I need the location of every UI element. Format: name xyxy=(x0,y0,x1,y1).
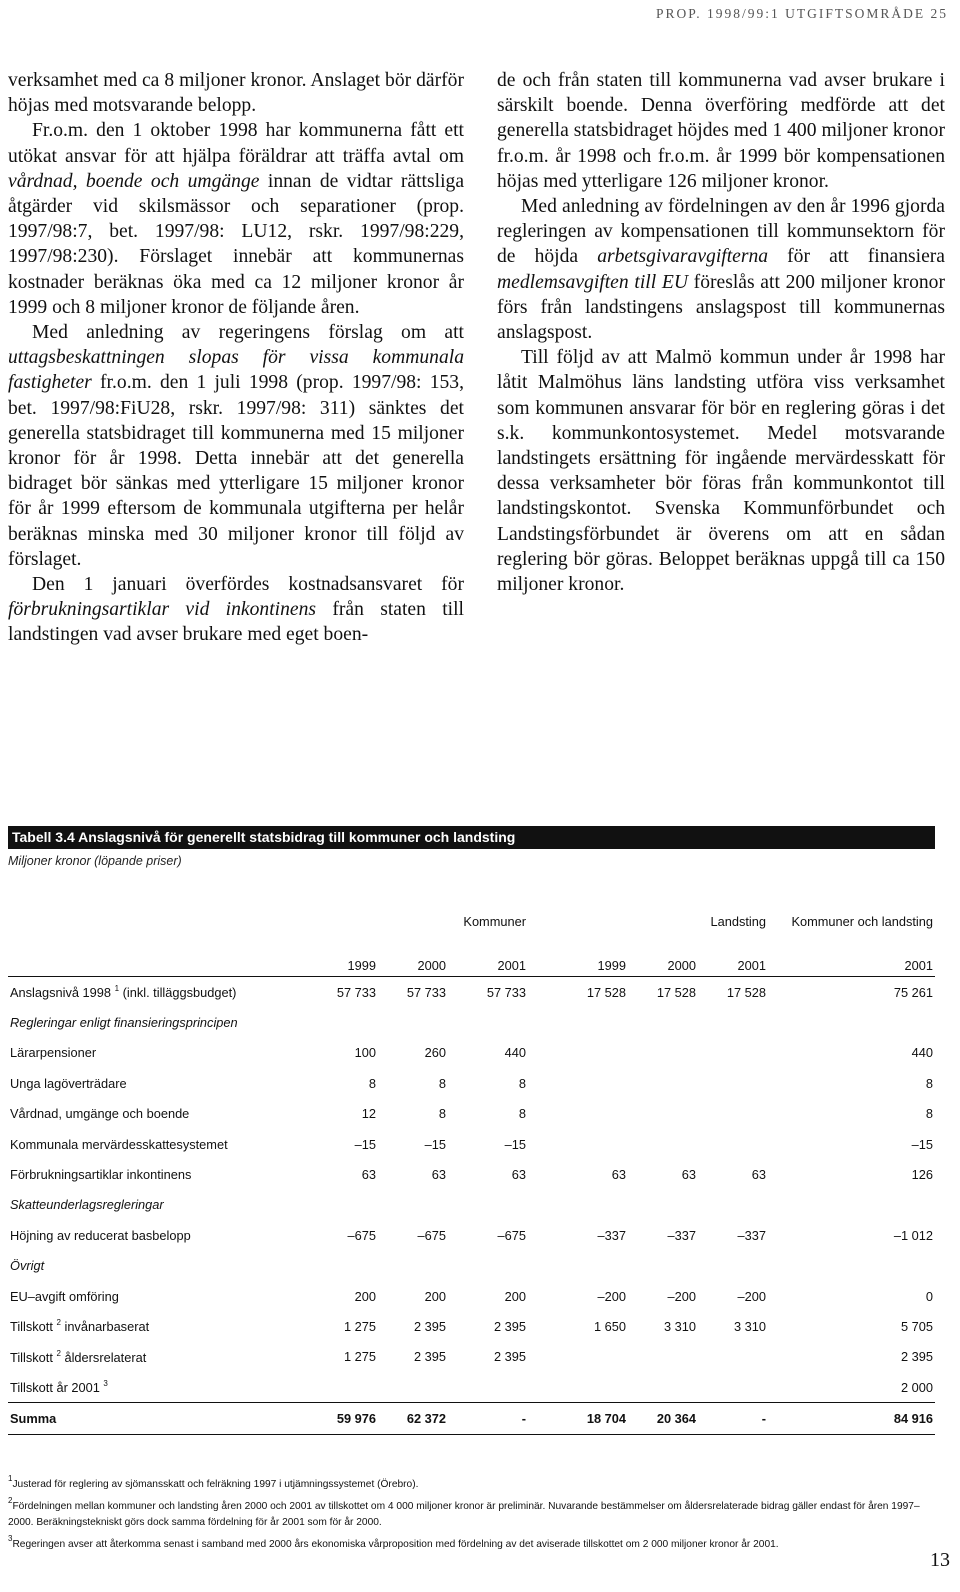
footnote-marker: 2 xyxy=(56,1318,61,1328)
table-cell: 260 xyxy=(424,1045,446,1061)
row-label: Vårdnad, umgänge och boende xyxy=(10,1106,190,1122)
table-cell xyxy=(528,1372,628,1403)
table-cell: 1 275 xyxy=(343,1318,376,1334)
table-cell xyxy=(628,1038,698,1068)
table-cell: 75 261 xyxy=(768,977,935,1008)
table-cell: –337 xyxy=(737,1227,766,1243)
table-cell xyxy=(528,1342,628,1372)
table-cell: 8 xyxy=(438,1106,446,1122)
table-row xyxy=(8,1372,935,1403)
column-header: 1999 xyxy=(528,954,628,977)
table-cell: 2 395 xyxy=(900,1349,933,1365)
column-header: 2001 xyxy=(448,954,528,977)
table-cell: 57 733 xyxy=(448,977,528,1008)
table-cell: 100 xyxy=(354,1045,376,1061)
row-label: Lärarpensioner xyxy=(10,1045,97,1061)
table-cell: 1 650 xyxy=(593,1318,626,1334)
paragraph: Den 1 januari överfördes kostnadsansvaret för förbrukningsartiklar vid inkontinens från staten till landstingen vad avser brukare med eget boen- xyxy=(8,574,465,646)
table-cell: 1 275 xyxy=(343,1349,376,1365)
table-cell xyxy=(628,1099,698,1129)
table-cell xyxy=(628,1129,698,1159)
table-cell: - xyxy=(448,1403,528,1434)
table-row xyxy=(8,1129,935,1159)
table-cell: 8 xyxy=(518,1106,526,1122)
paragraph: verksamhet med ca 8 miljoner kronor. Anslaget bör därför höjas med motsvarande belopp. xyxy=(8,70,464,117)
table-cell xyxy=(628,1007,698,1037)
paragraph: Till följd av att Malmö kommun under år 1998 har låtit Malmöhus läns landsting utföra viss verksamhet som kommunen ansvarar för bör en reglering göras i det s.k. kommunkontosystemet. Medel motsvarande landstingets ersättning för ingående mervärdesskatt för dessa verksamheter bör föras från kommunkontot till landstingskontot. Svenska Kommunförbundet och Landstingsförbundet är överens om att en sådan reglering bör göras. Beloppet beräknas uppgå till ca 150 miljoner kronor. xyxy=(497,347,945,596)
table-cell xyxy=(768,1251,935,1281)
table-cell xyxy=(698,1068,768,1098)
table-cell: –200 xyxy=(737,1288,766,1304)
table-cell: 8 xyxy=(925,1075,933,1091)
table-row xyxy=(8,1038,935,1068)
table-row xyxy=(8,1342,935,1372)
table-cell xyxy=(378,1372,448,1403)
group-row xyxy=(8,1190,935,1220)
row-label: Tillskott $^2$ invånarbaserat xyxy=(10,1318,150,1335)
table-cell: 63 xyxy=(361,1167,376,1183)
table-subtitle: Miljoner kronor (löpande priser) xyxy=(8,854,182,868)
table-cell: 2 395 xyxy=(493,1349,526,1365)
paragraph: Fr.o.m. den 1 oktober 1998 har kommunerna fått ett utökat ansvar för att hjälpa föräldrar att träffa avtal om vårdnad, boende och umgänge innan de vidtar rättsliga åtgärder vid skilsmässor och separationer (prop. 1997/98:7, bet. 1997/98: LU12, rskr. 1997/98:229, 1997/98:230). Förslaget innebär att kommunernas kostnader beräknas öka med ca 12 miljoner kronor år 1999 och 8 miljoner kronor de följande åren. xyxy=(8,120,465,318)
footnote-marker: 1 xyxy=(114,984,120,994)
table-cell: 440 xyxy=(504,1045,526,1061)
table-cell: 3 310 xyxy=(663,1318,696,1334)
table-cell xyxy=(528,1129,628,1159)
table-cell: 17 528 xyxy=(628,977,698,1008)
table-cell: 200 xyxy=(424,1288,446,1304)
row-label: Kommunala mervärdesskattesystemet xyxy=(10,1136,228,1152)
column-header: 2000 xyxy=(628,954,698,977)
footnote-marker: 3 xyxy=(103,1379,108,1389)
row-label: Anslagsnivå 1998 $^1$ (inkl. tilläggsbudget) xyxy=(8,977,298,1008)
page-number: 13 xyxy=(930,1549,950,1571)
footnote: $^2$Fördelningen mellan kommuner och landsting åren 2000 och 2001 av tillskottet om 4 000 miljoner kronor är preliminär. Nuvarande bestämmelser om åldersrelaterade bidrag gäller endast för åren 1997–2000. Beräkningstekniskt görs dock samma fördelning för år 2001 som för år 2000. xyxy=(8,1496,920,1528)
paragraph: Med anledning av fördelningen av den år 1996 gjorda regleringen av kompensationen till kommunsektorn för de höjda arbetsgivaravgifterna för att finansiera medlemsavgiften till EU föreslås att 200 miljoner kronor förs från landstingens anslagspost till kommunernas anslagspost. xyxy=(497,196,945,344)
table-cell xyxy=(528,1190,628,1220)
table-cell xyxy=(628,1372,698,1403)
column-group-kommuner: Kommuner xyxy=(463,914,526,929)
table-cell: 57 733 xyxy=(298,977,378,1008)
table-cell: 5 705 xyxy=(900,1318,933,1334)
table-cell xyxy=(298,1372,378,1403)
table-cell xyxy=(698,1099,768,1129)
sum-row xyxy=(8,1403,935,1434)
table-cell xyxy=(698,1251,768,1281)
table-cell xyxy=(628,1251,698,1281)
footnote: $^1$Justerad för reglering av sjömansskatt och felräkning 1997 i utjämningssystemet (Örebro). xyxy=(8,1474,419,1490)
data-table xyxy=(8,914,935,1435)
table-cell xyxy=(448,1190,528,1220)
table-cell: 0 xyxy=(925,1288,933,1304)
table-cell xyxy=(698,1007,768,1037)
table-cell xyxy=(628,1342,698,1372)
table-cell: 57 733 xyxy=(378,977,448,1008)
column-header: 2001 xyxy=(698,954,768,977)
running-header: PROP. 1998/99:1 UTGIFTSOMRÅDE 25 xyxy=(655,6,948,21)
group-row xyxy=(8,1007,935,1037)
column-header: 2000 xyxy=(378,954,448,977)
table-cell: 8 xyxy=(368,1075,376,1091)
table-cell: 63 xyxy=(431,1167,446,1183)
right-column xyxy=(497,68,945,597)
column-header: 1999 xyxy=(298,954,378,977)
table-cell xyxy=(698,1190,768,1220)
row-label: Tillskott år 2001 $^3$ xyxy=(10,1379,108,1396)
footnotes xyxy=(8,1471,938,1553)
table-cell xyxy=(698,1038,768,1068)
table-cell: 20 364 xyxy=(628,1403,698,1434)
table-cell: 2 395 xyxy=(493,1318,526,1334)
table-cell: 440 xyxy=(911,1045,933,1061)
table-title: Tabell 3.4 Anslagsnivå för generellt statsbidrag till kommuner och landsting xyxy=(8,826,935,849)
table-cell: –675 xyxy=(497,1227,526,1243)
row-label: Förbrukningsartiklar inkontinens xyxy=(10,1167,192,1183)
table-cell xyxy=(628,1068,698,1098)
table-cell: –675 xyxy=(347,1227,376,1243)
row-label: Summa xyxy=(8,1403,298,1434)
table-cell: 63 xyxy=(611,1167,626,1183)
table-cell xyxy=(528,1251,628,1281)
table-cell: - xyxy=(698,1403,768,1434)
table-cell: 2 395 xyxy=(413,1349,446,1365)
table-body xyxy=(8,977,935,1435)
table-cell: 2 395 xyxy=(413,1318,446,1334)
table-cell: 59 976 xyxy=(298,1403,378,1434)
table-cell: –15 xyxy=(354,1136,376,1152)
table-cell xyxy=(628,1190,698,1220)
row-label: Tillskott $^2$ åldersrelaterat xyxy=(10,1348,147,1365)
table-row xyxy=(8,1220,935,1250)
row-label: Skatteunderlagsregleringar xyxy=(10,1197,164,1213)
table-row xyxy=(8,1159,935,1189)
table-cell: 200 xyxy=(354,1288,376,1304)
table-cell xyxy=(768,1007,935,1037)
table-cell xyxy=(698,1342,768,1372)
table-cell: –200 xyxy=(667,1288,696,1304)
table-row xyxy=(8,1281,935,1311)
table-cell xyxy=(378,1190,448,1220)
table-cell: 17 528 xyxy=(528,977,628,1008)
table-cell xyxy=(298,1007,378,1037)
table-cell: 2 000 xyxy=(900,1379,933,1395)
column-group-total: Kommuner och landsting xyxy=(791,914,933,929)
table-cell: –15 xyxy=(424,1136,446,1152)
table-cell xyxy=(378,1007,448,1037)
table-cell: –15 xyxy=(911,1136,933,1152)
column-header: 2001 xyxy=(768,954,935,977)
table-cell: 126 xyxy=(911,1167,933,1183)
table-cell: 3 310 xyxy=(733,1318,766,1334)
table-row xyxy=(8,1068,935,1098)
row-label: Unga lagöverträdare xyxy=(10,1075,127,1091)
table-cell xyxy=(448,1251,528,1281)
table-cell: 63 xyxy=(751,1167,766,1183)
table-cell: 8 xyxy=(925,1106,933,1122)
table-cell xyxy=(528,1038,628,1068)
group-row xyxy=(8,1251,935,1281)
table-cell xyxy=(528,1068,628,1098)
row-label: Regleringar enligt finansieringsprincipen xyxy=(10,1015,238,1031)
table-cell: 84 916 xyxy=(768,1403,935,1434)
year-header-row xyxy=(8,954,935,977)
table-row xyxy=(8,1311,935,1341)
table-cell xyxy=(298,1251,378,1281)
left-column xyxy=(8,68,464,648)
column-group-landsting: Landsting xyxy=(710,914,766,929)
table-cell xyxy=(378,1251,448,1281)
table-cell: –15 xyxy=(504,1136,526,1152)
row-label: Övrigt xyxy=(10,1258,45,1274)
table-cell: –337 xyxy=(597,1227,626,1243)
paragraph: Med anledning av regeringens förslag om att uttagsbeskattningen slopas för vissa kommunala fastigheter fr.o.m. den 1 juli 1998 (prop. 1997/98: 153, bet. 1997/98:FiU28, rskr. 1997/98: 311) sänktes det generella statsbidraget till kommunerna med 15 miljoner kronor för år 1998. Detta innebär att det generella bidraget bör sänkas med ytterligare 15 miljoner kronor för år 1999 eftersom de kommunala utgifterna per helår beräknas minska med 30 miljoner kronor till följd av förslaget. xyxy=(8,322,464,570)
table-cell xyxy=(448,1372,528,1403)
table-cell: 8 xyxy=(438,1075,446,1091)
table-cell: 8 xyxy=(518,1075,526,1091)
table-cell: –337 xyxy=(667,1227,696,1243)
paragraph: de och från staten till kommunerna vad avser brukare i särskilt boende. Denna överföring medförde att det generella statsbidraget höjdes med 1 400 miljoner kronor fr.o.m. år 1998 och fr.o.m. år 1999 bör kompensationen höjas med ytterligare 126 miljoner kronor. xyxy=(497,70,945,192)
table-cell xyxy=(528,1007,628,1037)
table-section xyxy=(8,826,935,1427)
table-cell: 62 372 xyxy=(378,1403,448,1434)
table-cell xyxy=(448,1007,528,1037)
table-cell xyxy=(528,1099,628,1129)
table-cell: –200 xyxy=(597,1288,626,1304)
table-row xyxy=(8,1099,935,1129)
table-cell: 200 xyxy=(504,1288,526,1304)
table-cell: 63 xyxy=(681,1167,696,1183)
table-cell: 12 xyxy=(361,1106,376,1122)
table-cell: 63 xyxy=(511,1167,526,1183)
table-cell: 18 704 xyxy=(528,1403,628,1434)
table-cell: –675 xyxy=(417,1227,446,1243)
table-cell xyxy=(768,1190,935,1220)
table-cell xyxy=(698,1372,768,1403)
table-cell xyxy=(298,1190,378,1220)
table-cell: –1 012 xyxy=(893,1227,933,1243)
row-label: EU–avgift omföring xyxy=(10,1288,119,1304)
table-cell xyxy=(698,1129,768,1159)
table-row xyxy=(8,977,935,1008)
row-label: Höjning av reducerat basbelopp xyxy=(10,1227,191,1243)
table-cell: 17 528 xyxy=(698,977,768,1008)
footnote-marker: 2 xyxy=(56,1348,61,1358)
footnote: $^3$Regeringen avser att återkomma senast i samband med 2000 års ekonomiska vårproposition med fördelning av det aviserade tillskottet om 2 000 miljoner kronor år 2001. xyxy=(8,1534,779,1550)
